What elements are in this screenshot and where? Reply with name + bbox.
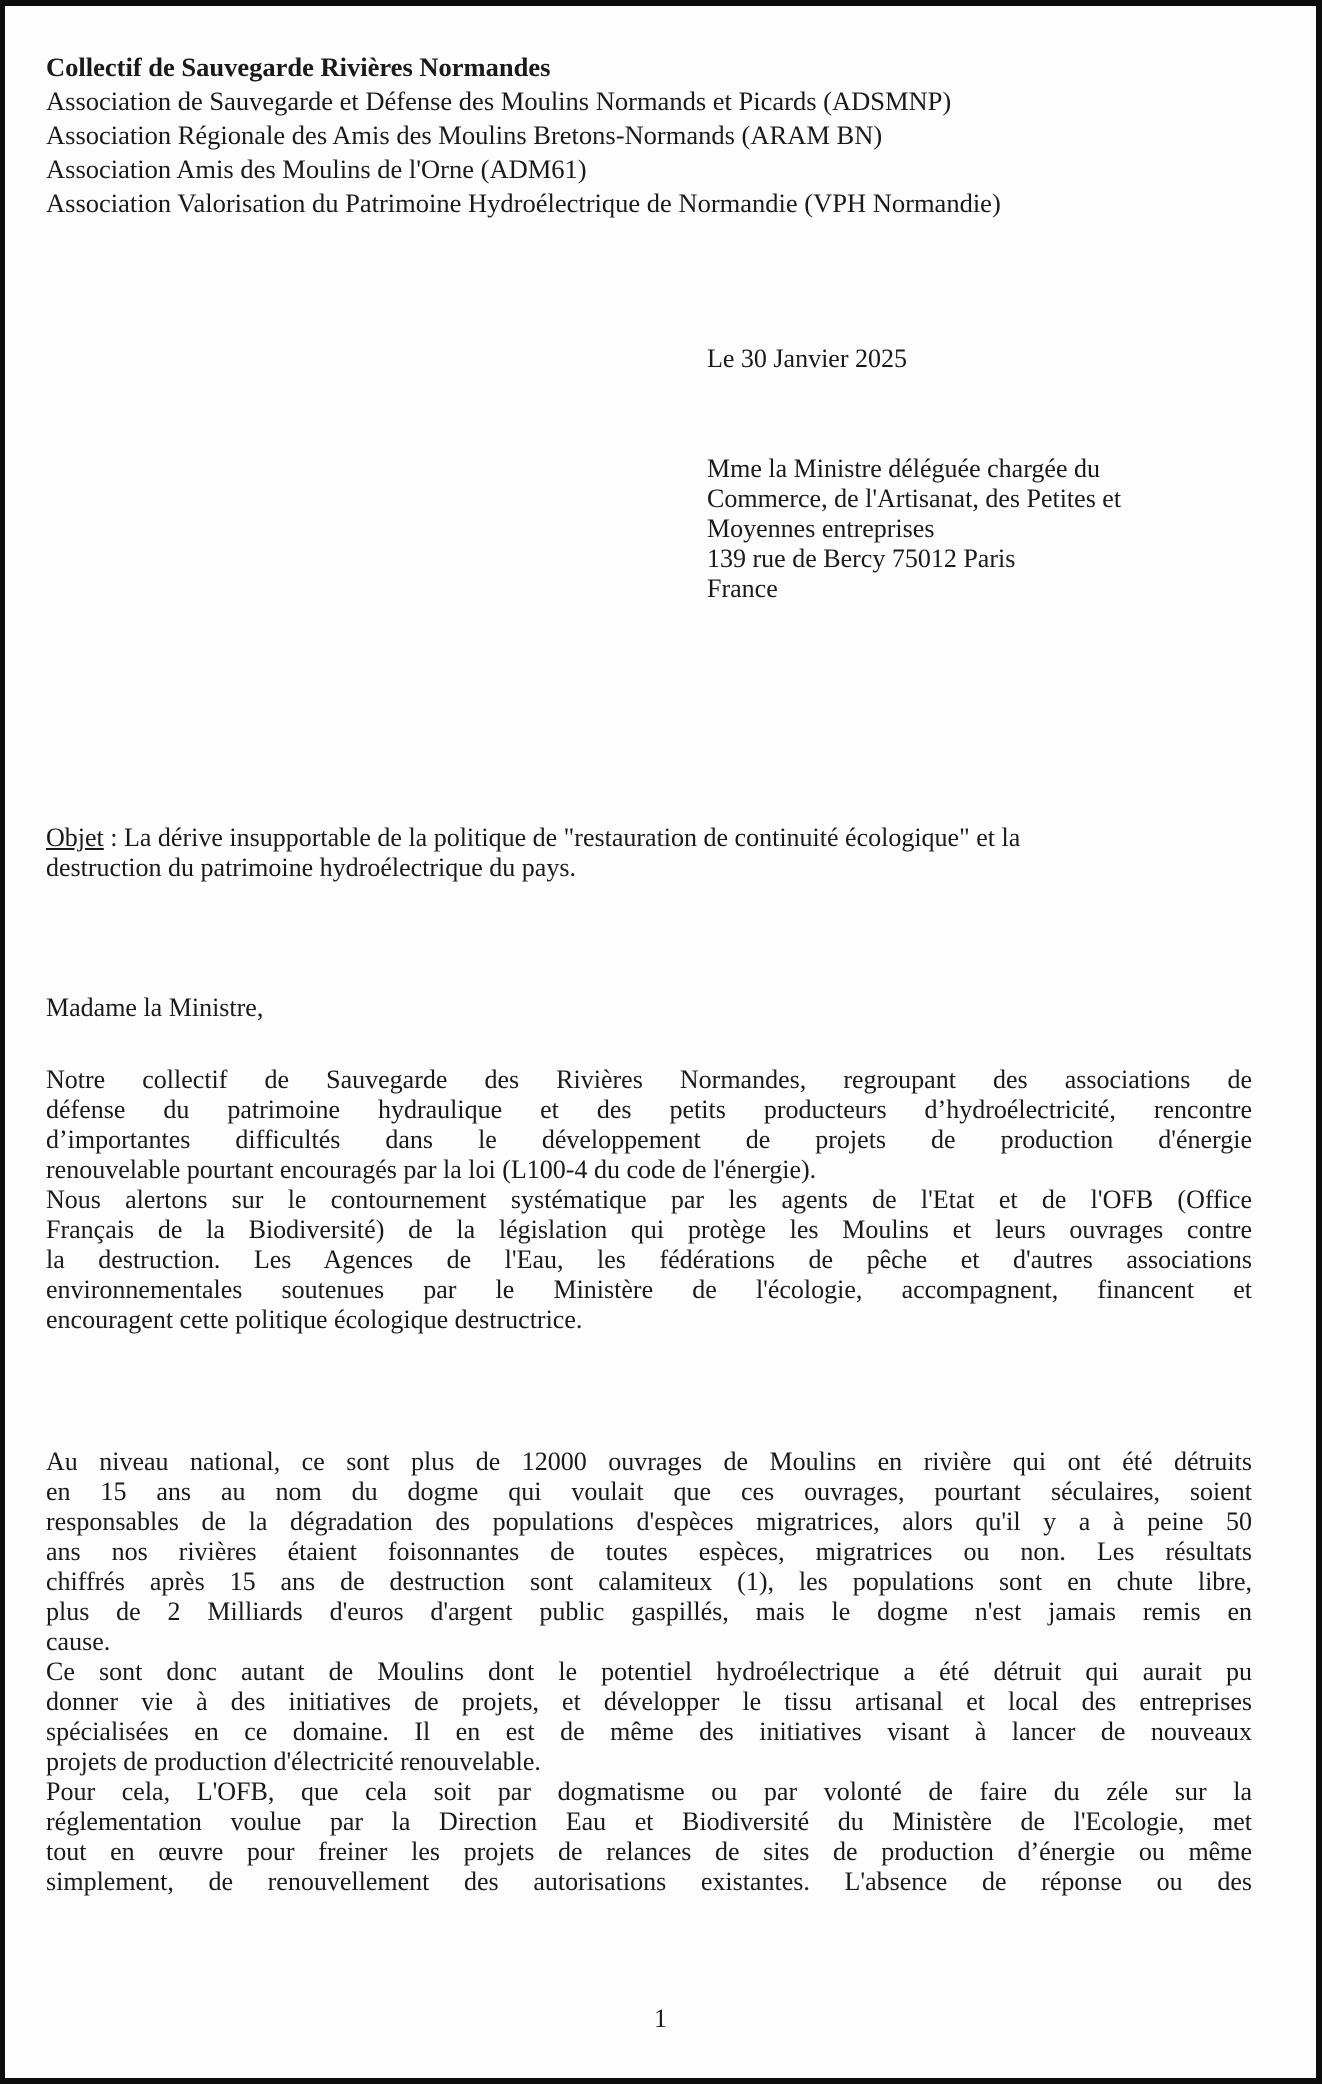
recipient-line: 139 rue de Bercy 75012 Paris bbox=[707, 544, 1016, 573]
subject-line-1 bbox=[46, 823, 1252, 853]
body-line: renouvelable pourtant encouragés par la loi (L100-4 du code de l'énergie). bbox=[46, 1155, 817, 1184]
body-line: Français de la Biodiversité) de la législation qui protège les Moulins et leurs ouvrages contre bbox=[46, 1215, 1252, 1244]
paragraph-2 bbox=[46, 1447, 1252, 1897]
body-line: la destruction. Les Agences de l'Eau, les fédérations de pêche et d'autres associations bbox=[46, 1245, 1252, 1274]
letter-page bbox=[5, 6, 1316, 2078]
recipient-line: Mme la Ministre déléguée chargée du bbox=[707, 454, 1100, 483]
subject-line-2: destruction du patrimoine hydroélectrique du pays. bbox=[46, 853, 576, 882]
paragraph-1 bbox=[46, 1065, 1252, 1335]
association-line: Association Valorisation du Patrimoine Hydroélectrique de Normandie (VPH Normandie) bbox=[46, 188, 1001, 218]
recipient-line: France bbox=[707, 574, 778, 603]
body-line: ans nos rivières étaient foisonnantes de toutes espèces, migratrices ou non. Les résultats bbox=[46, 1537, 1252, 1566]
recipient-line: Commerce, de l'Artisanat, des Petites et bbox=[707, 484, 1122, 513]
body-line: défense du patrimoine hydraulique et des petits producteurs d’hydroélectricité, rencontre bbox=[46, 1095, 1252, 1124]
body-line: Ce sont donc autant de Moulins dont le potentiel hydroélectrique a été détruit qui aurait pu bbox=[46, 1657, 1252, 1686]
association-line: Association Régionale des Amis des Moulins Bretons-Normands (ARAM BN) bbox=[46, 120, 883, 150]
association-line: Association Amis des Moulins de l'Orne (ADM61) bbox=[46, 154, 587, 184]
salutation-text: Madame la Ministre, bbox=[46, 993, 264, 1022]
body-line: donner vie à des initiatives de projets, et développer le tissu artisanal et local des entreprises bbox=[46, 1687, 1252, 1716]
sender-header bbox=[46, 50, 1001, 220]
subject-label: Objet bbox=[46, 823, 104, 852]
letter-date: Le 30 Janvier 2025 bbox=[707, 344, 908, 373]
recipient-address bbox=[707, 454, 1121, 604]
body-line: plus de 2 Milliards d'euros d'argent public gaspillés, mais le dogme n'est jamais remis en bbox=[46, 1597, 1252, 1626]
body-line: Au niveau national, ce sont plus de 12000 ouvrages de Moulins en rivière qui ont été détruits bbox=[46, 1447, 1252, 1476]
body-line: Pour cela, L'OFB, que cela soit par dogmatisme ou par volonté de faire du zéle sur la bbox=[46, 1777, 1252, 1806]
body-line: projets de production d'électricité renouvelable. bbox=[46, 1747, 541, 1776]
subject-line bbox=[46, 823, 1252, 883]
body-line: Nous alertons sur le contournement systématique par les agents de l'Etat et de l'OFB (Office bbox=[46, 1185, 1252, 1214]
body-line: Notre collectif de Sauvegarde des Rivières Normandes, regroupant des associations de bbox=[46, 1065, 1252, 1094]
subject-text: : La dérive insupportable de la politique de "restauration de continuité écologique" et la bbox=[103, 823, 1021, 852]
body-line: encouragent cette politique écologique destructrice. bbox=[46, 1305, 583, 1334]
body-line: tout en œuvre pour freiner les projets de relances de sites de production d’énergie ou même bbox=[46, 1837, 1252, 1866]
body-line: en 15 ans au nom du dogme qui voulait que ces ouvrages, pourtant séculaires, soient bbox=[46, 1477, 1252, 1506]
body-line: simplement, de renouvellement des autorisations existantes. L'absence de réponse ou des bbox=[46, 1867, 1252, 1896]
body-line: chiffrés après 15 ans de destruction sont calamiteux (1), les populations sont en chute libre, bbox=[46, 1567, 1252, 1596]
salutation bbox=[46, 993, 1252, 1023]
page-number: 1 bbox=[654, 2004, 667, 2033]
body-line: environnementales soutenues par le Ministère de l'écologie, accompagnent, financent et bbox=[46, 1275, 1252, 1304]
body-line: réglementation voulue par la Direction Eau et Biodiversité du Ministère de l'Ecologie, met bbox=[46, 1807, 1252, 1836]
collective-name: Collectif de Sauvegarde Rivières Normandes bbox=[46, 52, 551, 82]
body-line: spécialisées en ce domaine. Il en est de même des initiatives visant à lancer de nouveaux bbox=[46, 1717, 1252, 1746]
association-line: Association de Sauvegarde et Défense des Moulins Normands et Picards (ADSMNP) bbox=[46, 86, 952, 116]
body-line: d’importantes difficultés dans le développement de projets de production d'énergie bbox=[46, 1125, 1252, 1154]
body-line: responsables de la dégradation des populations d'espèces migratrices, alors qu'il y a à peine 50 bbox=[46, 1507, 1252, 1536]
recipient-line: Moyennes entreprises bbox=[707, 514, 935, 543]
body-line: cause. bbox=[46, 1627, 111, 1656]
